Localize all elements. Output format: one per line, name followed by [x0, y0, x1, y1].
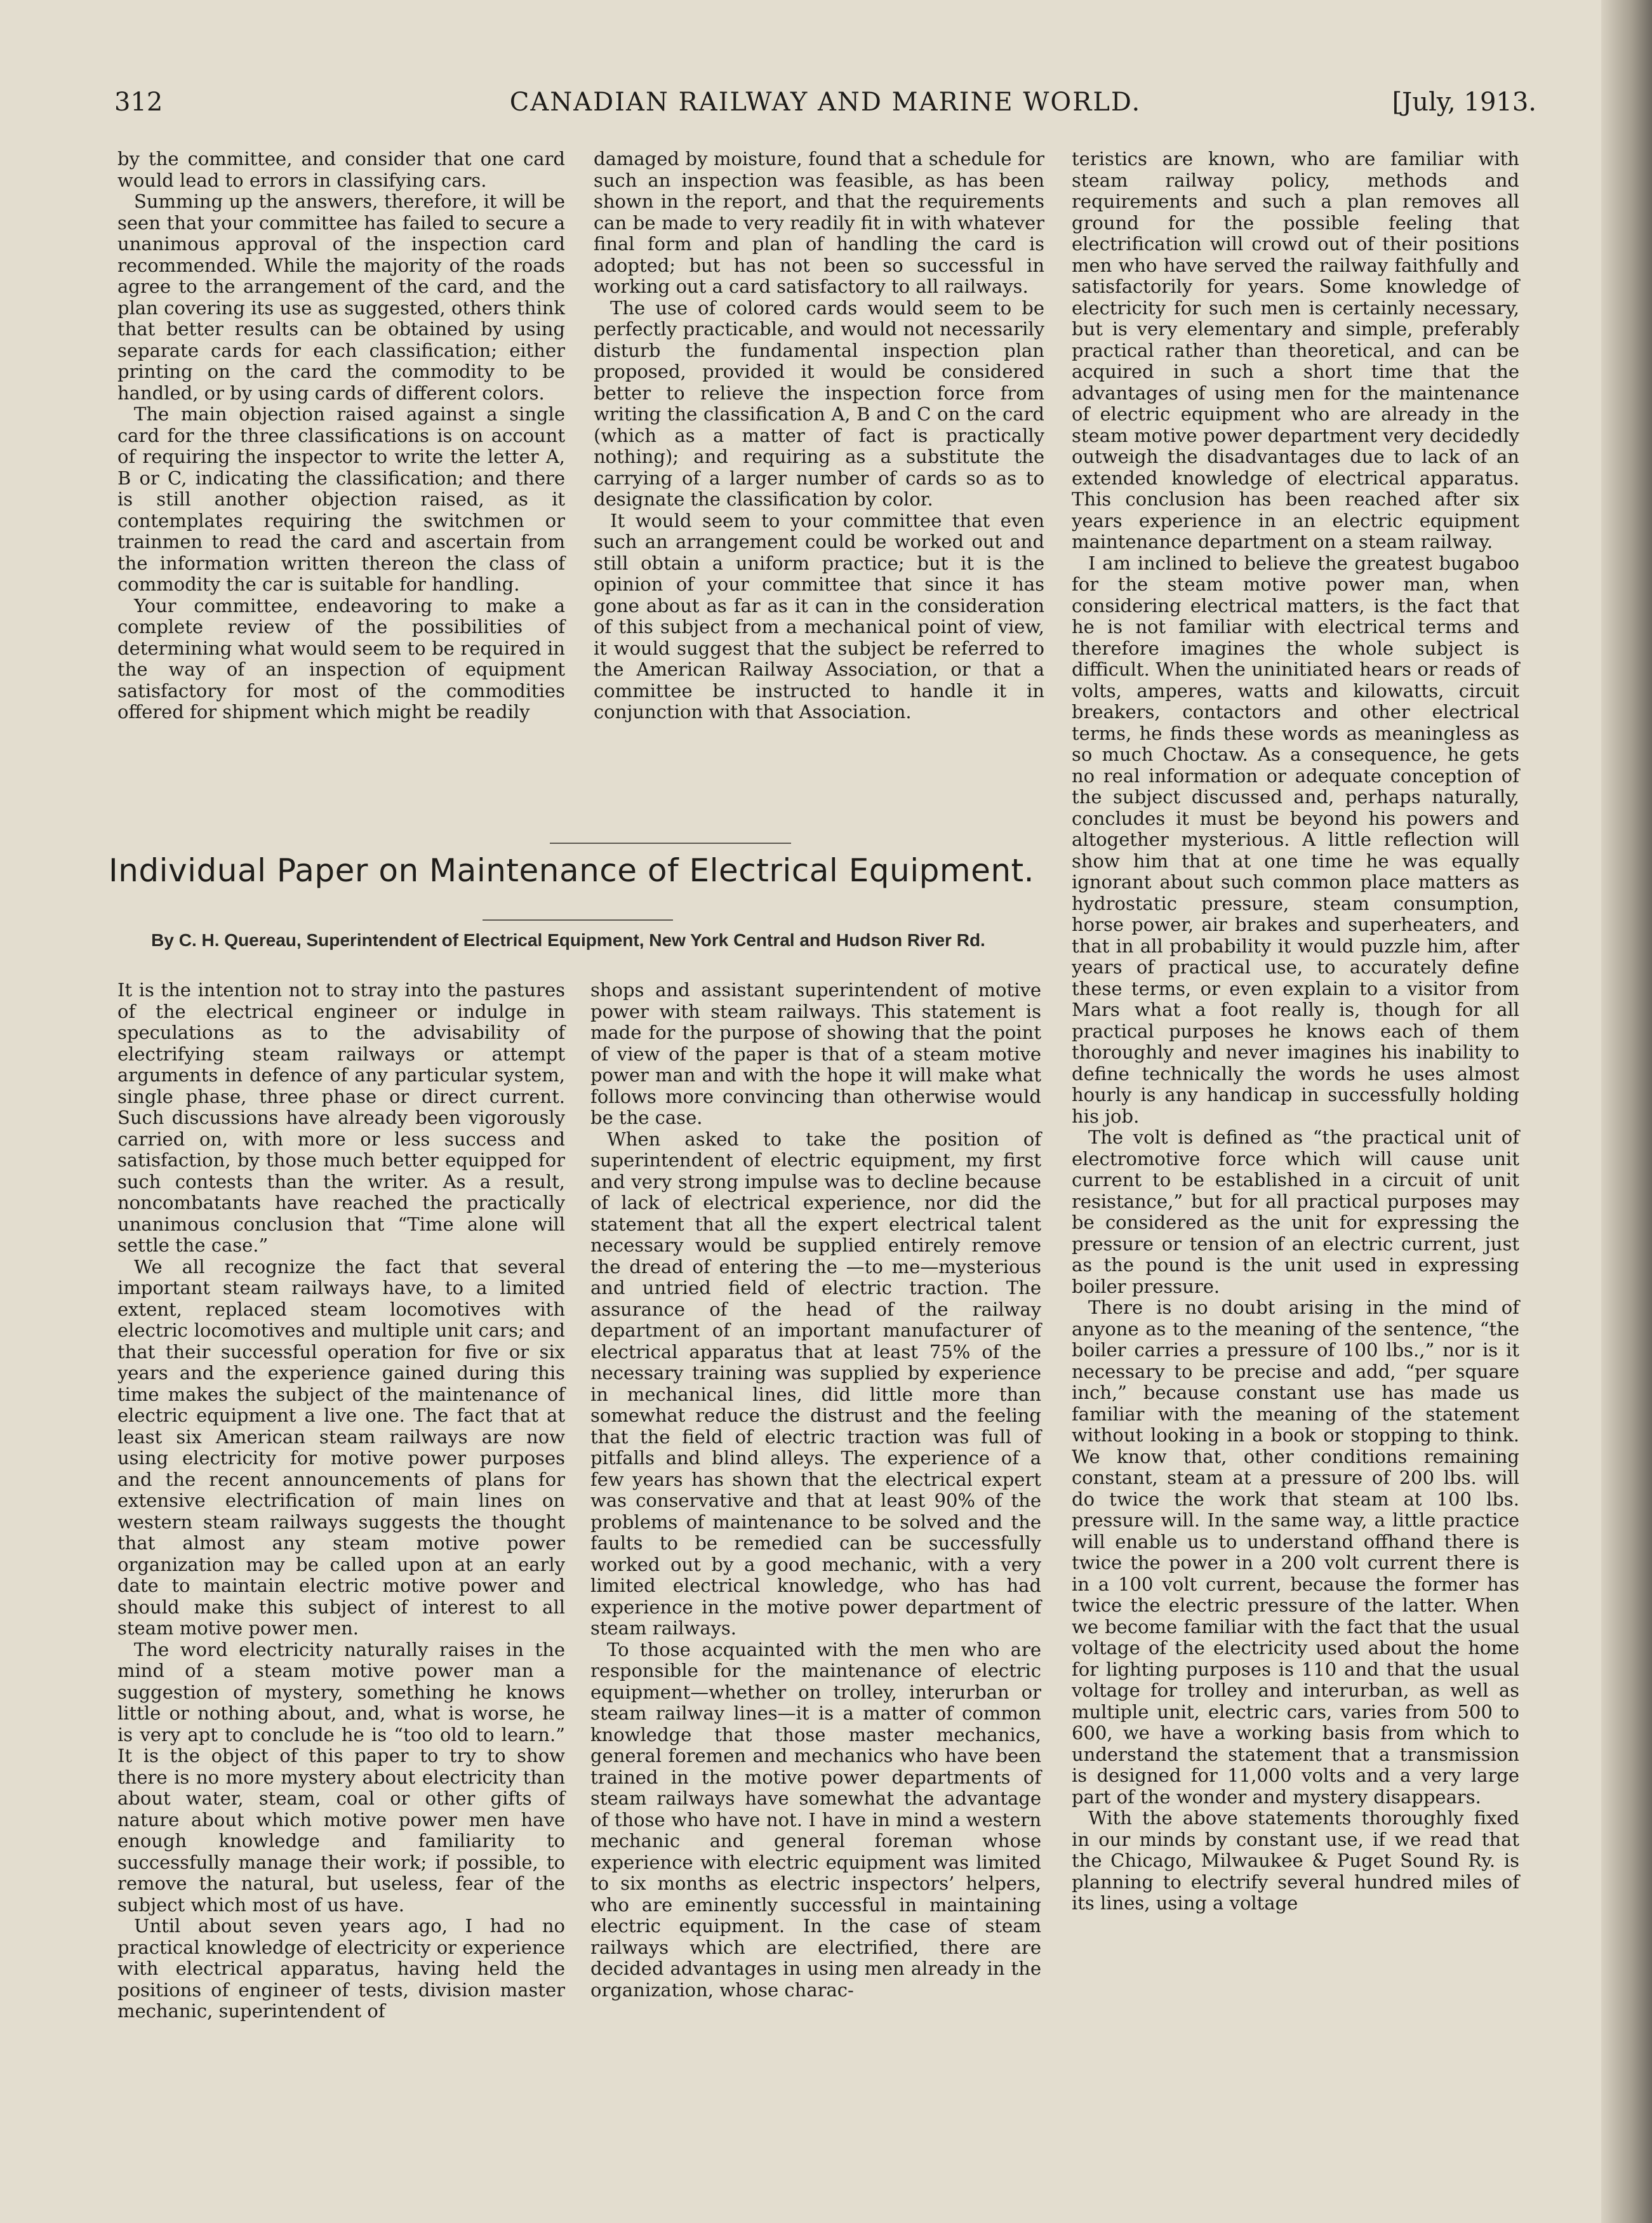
upper-column-2	[594, 149, 1044, 723]
paragraph: The word electricity naturally raises in the mind of a steam motive power man a suggestion of mystery, something he knows little or nothing about, and, what is worse, he is very apt to conclude he is “too old to learn.” It is the object of this paper to try to show there is no more mystery about electricity than about water, steam, coal or other gifts of nature about which motive power men have enough knowledge and familiarity to successfully manage their work; if possible, to remove the natural, but useless, fear of the subject which most of us have.	[117, 1638, 565, 1916]
section-divider	[550, 843, 791, 844]
paragraph: It would seem to your committee that even such an arrangement could be worked out and still obtain a uniform practice; but it is the opinion of your committee that since it has gone about as far as it can in the consideration of this subject from a mechanical point of view, it would suggest that the subject be referred to the American Railway Association, or that a committee be instructed to handle it in conjunction with that Association.	[594, 509, 1044, 723]
paragraph: shops and assistant superintendent of motive power with steam railways. This statement is made for the purpose of showing that the point of view of the paper is that of a steam motive power man and with the hope it will make what follows more convincing than otherwise would be the case.	[590, 979, 1041, 1128]
title-rule	[483, 919, 673, 921]
paragraph: by the committee, and consider that one card would lead to errors in classifying cars.	[117, 148, 565, 191]
page-number: 312	[114, 88, 163, 117]
paragraph: Until about seven years ago, I had no practical knowledge of electricity or experience with electrical apparatus, having held the positions of engineer of tests, division master mechanic, superintendent of	[117, 1915, 565, 2022]
paragraph: The main objection raised against a single card for the three classifications is on account of requiring the inspector to write the letter A, B or C, indicating the classification; and there is still another objection raised, as it contemplates requiring the switchmen or trainmen to read the card and ascertain from the information written thereon the class of commodity the car is suitable for handling.	[117, 403, 565, 595]
running-header	[114, 88, 1536, 132]
article-title: Individual Paper on Maintenance of Electrical Equipment.	[108, 852, 1035, 889]
paragraph: It is the intention not to stray into the pastures of the electrical engineer or indulge in speculations as to the advisability of electrifying steam railways or attempt arguments in defence of any particular system, single phase, three phase or direct current. Such discussions have already been vigorously carried on, with more or less success and satisfaction, by those much better equipped for such contests than the writer. As a result, noncombatants have reached the practically unanimous conclusion that “Time alone will settle the case.”	[117, 979, 565, 1256]
article-column-2	[590, 980, 1041, 2001]
paragraph: The volt is defined as “the practical unit of electromotive force which will cause unit current to be established in a circuit of unit resistance,” but for all practical purposes may be considered as the unit for expressing the pressure or tension of an electric current, just as the pound is the unit used in expressing boiler pressure.	[1072, 1126, 1519, 1297]
paragraph: There is no doubt arising in the mind of anyone as to the meaning of the sentence, “the boiler carries a pressure of 100 lbs.,” nor is it necessary to be precise and add, “per square inch,” because constant use has made us familiar with the meaning of the statement without looking in a book or stopping to think. We know that, other conditions remaining constant, steam at a pressure of 200 lbs. will do twice the work that steam at 100 lbs. pressure will. In the same way, a little practice will enable us to understand offhand there is twice the power in a 200 volt current there is in a 100 volt current, because the former has twice the electric pressure of the latter. When we become familiar with the fact that the usual voltage of the electricity used about the home for lighting purposes is 110 and that the usual voltage for trolley and interurban, as well as multiple unit, electric cars, varies from 500 to 600, we have a working basis from which to understand the statement that a transmission is designed for 11,000 volts and a very large part of the wonder and mystery disappears.	[1072, 1297, 1519, 1808]
paragraph: teristics are known, who are familiar with steam railway policy, methods and requirements and such a plan removes all ground for the possible feeling that electrification will crowd out of their positions men who have served the railway faithfully and satisfactorily for years. Some knowledge of electricity for such men is certainly necessary, but is very elementary and simple, preferably practical rather than theoretical, and can be acquired in such a short time that the advantages of using men for the maintenance of electric equipment who are already in the steam motive power department very decidedly outweigh the disadvantages due to lack of an extended knowledge of electrical apparatus. This conclusion has been reached after six years experience in an electric equipment maintenance department on a steam railway.	[1072, 148, 1519, 552]
paragraph: We all recognize the fact that several important steam railways have, to a limited extent, replaced steam locomotives with electric locomotives and multiple unit cars; and that their successful operation for five or six years and the experience gained during this time makes the subject of the maintenance of electric equipment a live one. The fact that at least six American steam railways are now using electricity for motive power purposes and the recent announcements of plans for extensive electrification of main lines on western steam railways suggests the thought that almost any steam motive power organization may be called upon at an early date to maintain electric motive power and should make this subject of interest to all steam motive power men.	[117, 1255, 565, 1639]
paragraph: To those acquainted with the men who are responsible for the maintenance of electric equipment—whether on trolley, interurban or steam railway lines—it is a matter of common knowledge that those master mechanics, general foremen and mechanics who have been trained in the motive power departments of steam railways have somewhat the advantage of those who have not. I have in mind a western mechanic and general foreman whose experience with electric equipment was limited to six months as electric inspectors’ helpers, who are eminently successful in maintaining electric equipment. In the case of steam railways which are electrified, there are decided advantages in using men already in the organization, whose charac-	[590, 1638, 1041, 2001]
paragraph: Your committee, endeavoring to make a complete review of the possibilities of determining what would seem to be required in the way of an inspection of equipment satisfactory for most of the commodities offered for shipment which might be readily	[117, 594, 565, 723]
paragraph: With the above statements thoroughly fixed in our minds by constant use, if we read that the Chicago, Milwaukee & Puget Sound Ry. is planning to electrify several hundred miles of its lines, using a voltage	[1072, 1807, 1519, 1914]
paragraph: damaged by moisture, found that a schedule for such an inspection was feasible, as has been shown in the report, and that the requirements can be made to very readily fit in with whatever final form and plan of handling the card is adopted; but has not been so successful in working out a card satisfactory to all railways.	[594, 148, 1044, 297]
article-column-1	[117, 980, 565, 2022]
paragraph: The use of colored cards would seem to be perfectly practicable, and would not necessarily disturb the fundamental inspection plan proposed, provided it would be considered better to relieve the inspection force from writing the classification A, B and C on the card (which as a matter of fact is practically nothing); and requiring as a substitute the carrying of a larger number of cards so as to designate the classification by color.	[594, 297, 1044, 510]
page-binding-edge	[1601, 0, 1652, 2223]
article-byline: By C. H. Quereau, Superintendent of Electrical Equipment, New York Central and Hudson River Rd.	[151, 930, 985, 950]
article-column-3	[1072, 149, 1519, 1914]
publication-title: CANADIAN RAILWAY AND MARINE WORLD.	[509, 88, 1142, 117]
paragraph: When asked to take the position of superintendent of electric equipment, my first and very strong impulse was to decline because of lack of electrical experience, nor did the statement that all the expert electrical talent necessary would be supplied entirely remove the dread of entering the —to me—mysterious and untried field of electric traction. The assurance of the head of the railway department of an important manufacturer of electrical apparatus that at least 75% of the necessary training was supplied by experience in mechanical lines, did little more than somewhat reduce the distrust and the feeling that the field of electric traction was full of pitfalls and blind alleys. The experience of a few years has shown that the electrical expert was conservative and that at least 90% of the problems of maintenance to be solved and the faults to be remedied can be successfully worked out by a good mechanic, with a very limited electrical knowledge, who has had experience in the motive power department of steam railways.	[590, 1128, 1041, 1639]
upper-column-1	[117, 149, 565, 723]
issue-date: [July, 1913.	[1392, 88, 1536, 117]
paragraph: I am inclined to believe the greatest bugaboo for the steam motive power man, when considering electrical matters, is the fact that he is not familiar with electrical terms and therefore imagines the whole subject is difficult. When the uninitiated hears or reads of volts, amperes, watts and kilowatts, circuit breakers, contactors and other electrical terms, he finds these words as meaningless as so much Choctaw. As a consequence, he gets no real information or adequate conception of the subject discussed and, perhaps naturally, concludes it must be beyond his powers and altogether mysterious. A little reflection will show him that at one time he was equally ignorant about such common place matters as hydrostatic pressure, steam consumption, horse power, air brakes and superheaters, and that in all probability it would puzzle him, after years of practical use, to accurately define these terms, or even explain to a visitor from Mars what a foot really is, though for all practical purposes he knows each of them thoroughly and never imagines his inability to define technically the words he uses almost hourly is any handicap in successfully holding his job.	[1072, 552, 1519, 1127]
paragraph: Summing up the answers, therefore, it will be seen that your committee has failed to secure a unanimous approval of the inspection card recommended. While the majority of the roads agree to the arrangement of the card, and the plan covering its use as suggested, others think that better results can be obtained by using separate cards for each classification; either printing on the card the commodity to be handled, or by using cards of different colors.	[117, 190, 565, 404]
